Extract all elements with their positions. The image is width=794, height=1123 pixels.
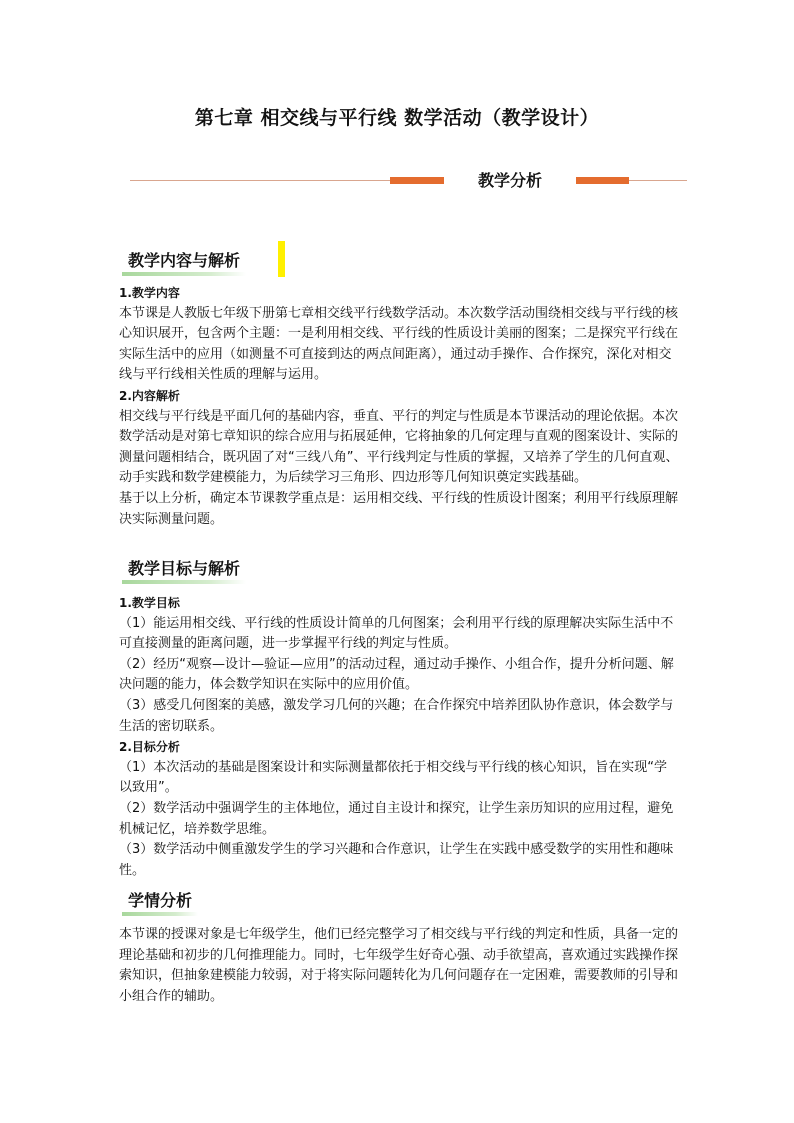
banner-label: 教学分析 bbox=[444, 170, 576, 192]
banner-bar-right bbox=[573, 177, 629, 184]
subheading: 1.教学目标 bbox=[119, 596, 180, 610]
paragraph: 基于以上分析，确定本节课教学重点是：运用相交线、平行线的性质设计图案；利用平行线原理解决实际测量问题。 bbox=[119, 490, 679, 527]
highlight-mark bbox=[278, 241, 285, 277]
section-banner bbox=[130, 170, 687, 194]
section-heading-students bbox=[122, 889, 198, 913]
section-heading-label: 学情分析 bbox=[122, 889, 198, 913]
paragraph: 相交线与平行线是平面几何的基础内容，垂直、平行的判定与性质是本节课活动的理论依据。本次数学活动是对第七章知识的综合应用与拓展延伸，它将抽象的几何定理与直观的图案设计、实际的测量问题相结合，既巩固了对“三线八角”、平行线判定与性质的掌握，又培养了学生的几何直观、动手实践和数学建模能力，为后续学习三角形、四边形等几何知识奠定实践基础。 bbox=[119, 408, 679, 486]
banner-bar-left bbox=[390, 177, 446, 184]
subheading: 2.目标分析 bbox=[119, 740, 180, 755]
section-heading-goals bbox=[122, 557, 246, 581]
section-heading-content bbox=[122, 249, 246, 273]
paragraph: （2）经历“观察—设计—验证—应用”的活动过程，通过动手操作、小组合作，提升分析问题、解决问题的能力，体会数学知识在实际中的应用价值。 bbox=[119, 656, 674, 693]
section-body-students bbox=[119, 925, 679, 1007]
paragraph: （3）感受几何图案的美感，激发学习几何的兴趣；在合作探究中培养团队协作意识，体会数学与生活的密切联系。 bbox=[119, 697, 674, 734]
paragraph: 本节课是人教版七年级下册第七章相交线平行线数学活动。本次数学活动围绕相交线与平行线的核心知识展开，包含两个主题：一是利用相交线、平行线的性质设计美丽的图案；二是探究平行线在实际生活中的应用（如测量不可直接到达的两点间距离），通过动手操作、合作探究，深化对相交线与平行线相关性质的理解与运用。 bbox=[119, 305, 679, 383]
page-title: 第七章 相交线与平行线 数学活动（教学设计） bbox=[194, 107, 600, 129]
paragraph: （1）本次活动的基础是图案设计和实际测量都依托于相交线与平行线的核心知识，旨在实现“学以致用”。 bbox=[119, 759, 668, 796]
paragraph: 本节课的授课对象是七年级学生，他们已经完整学习了相交线与平行线的判定和性质，具备一定的理论基础和初步的几何推理能力。同时，七年级学生好奇心强、动手欲望高，喜欢通过实践操作探索知识，但抽象建模能力较弱，对于将实际问题转化为几何问题存在一定困难，需要教师的引导和小组合作的辅助。 bbox=[119, 927, 679, 1004]
paragraph: （3）数学活动中侧重激发学生的学习兴趣和合作意识，让学生在实践中感受数学的实用性和趣味性。 bbox=[119, 842, 674, 878]
section-body-content bbox=[119, 283, 679, 530]
paragraph: （2）数学活动中强调学生的主体地位，通过自主设计和探究，让学生亲历知识的应用过程，避免机械记忆，培养数学思维。 bbox=[119, 800, 674, 837]
section-heading-label: 教学内容与解析 bbox=[122, 249, 246, 273]
subheading: 1.教学内容 bbox=[119, 286, 180, 300]
section-heading-label: 教学目标与解析 bbox=[122, 557, 246, 581]
paragraph: （1）能运用相交线、平行线的性质设计简单的几何图案；会利用平行线的原理解决实际生活中不可直接测量的距离问题，进一步掌握平行线的判定与性质。 bbox=[119, 615, 674, 652]
subheading: 2.内容解析 bbox=[119, 388, 180, 403]
section-body-goals bbox=[119, 593, 679, 881]
